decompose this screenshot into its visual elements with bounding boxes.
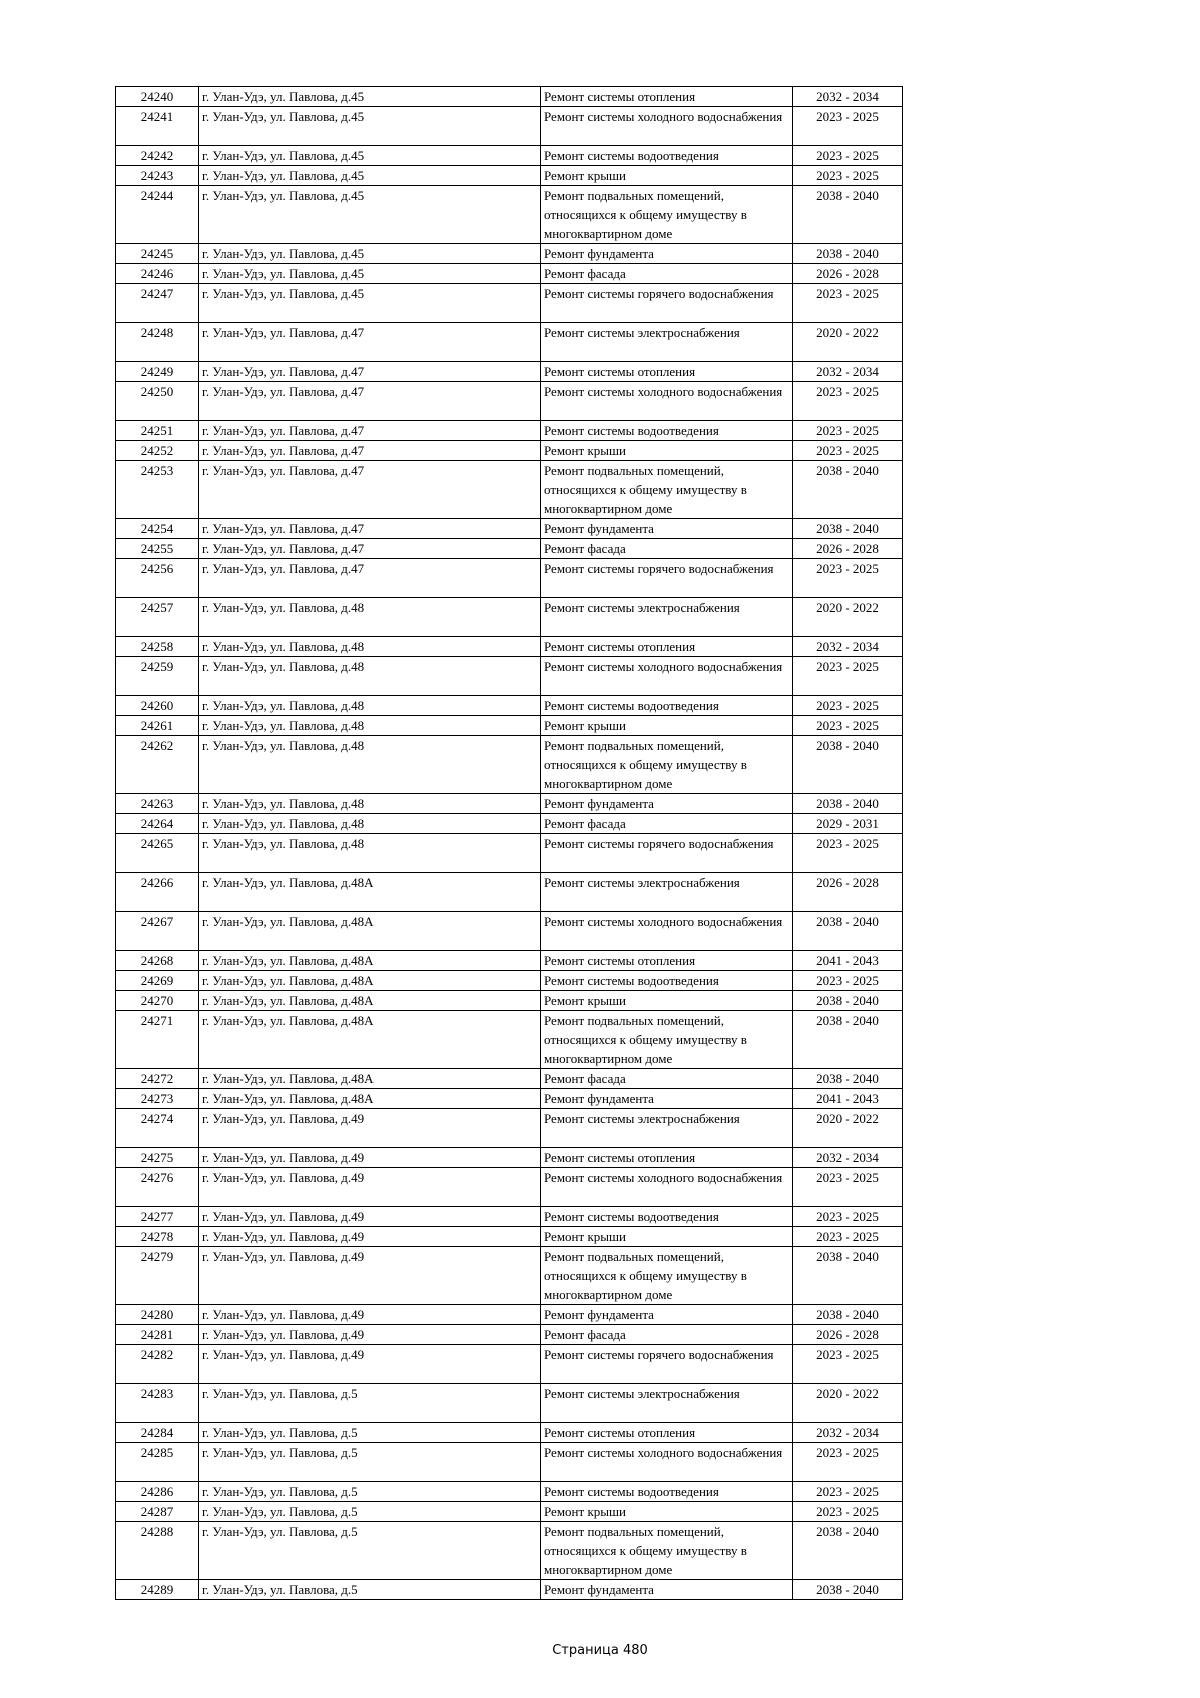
table-row	[116, 1247, 903, 1305]
address-cell: г. Улан-Удэ, ул. Павлова, д.49	[199, 1325, 541, 1345]
address-cell: г. Улан-Удэ, ул. Павлова, д.5	[199, 1423, 541, 1443]
table-row	[116, 323, 903, 362]
work-type-cell: Ремонт системы водоотведения	[541, 1207, 793, 1227]
table-row	[116, 284, 903, 323]
table-row	[116, 461, 903, 519]
row-number-cell: 24255	[116, 539, 199, 559]
table-row	[116, 657, 903, 696]
row-number-cell: 24256	[116, 559, 199, 598]
row-number-cell: 24254	[116, 519, 199, 539]
table-row	[116, 186, 903, 244]
row-number-cell: 24241	[116, 107, 199, 146]
row-number-cell: 24260	[116, 696, 199, 716]
row-number-cell: 24240	[116, 87, 199, 107]
address-cell: г. Улан-Удэ, ул. Павлова, д.48А	[199, 1069, 541, 1089]
work-type-cell: Ремонт системы холодного водоснабжения	[541, 1443, 793, 1482]
period-cell: 2038 - 2040	[793, 244, 903, 264]
work-type-cell: Ремонт системы холодного водоснабжения	[541, 107, 793, 146]
row-number-cell: 24248	[116, 323, 199, 362]
table-row	[116, 873, 903, 912]
page-number: Страница 480	[552, 1643, 648, 1658]
work-type-cell: Ремонт системы холодного водоснабжения	[541, 912, 793, 951]
period-cell: 2038 - 2040	[793, 186, 903, 244]
period-cell: 2026 - 2028	[793, 539, 903, 559]
work-type-cell: Ремонт подвальных помещений, относящихся к общему имуществу в многоквартирном доме	[541, 1522, 793, 1580]
period-cell: 2026 - 2028	[793, 264, 903, 284]
address-cell: г. Улан-Удэ, ул. Павлова, д.48	[199, 598, 541, 637]
address-cell: г. Улан-Удэ, ул. Павлова, д.49	[199, 1345, 541, 1384]
work-type-cell: Ремонт системы водоотведения	[541, 146, 793, 166]
period-cell: 2023 - 2025	[793, 166, 903, 186]
work-type-cell: Ремонт крыши	[541, 1502, 793, 1522]
row-number-cell: 24265	[116, 834, 199, 873]
address-cell: г. Улан-Удэ, ул. Павлова, д.48	[199, 696, 541, 716]
work-type-cell: Ремонт системы электроснабжения	[541, 598, 793, 637]
row-number-cell: 24242	[116, 146, 199, 166]
period-cell: 2020 - 2022	[793, 1109, 903, 1148]
work-type-cell: Ремонт системы отопления	[541, 1423, 793, 1443]
table-body	[116, 87, 903, 1600]
table-row	[116, 519, 903, 539]
work-type-cell: Ремонт фасада	[541, 539, 793, 559]
period-cell: 2032 - 2034	[793, 362, 903, 382]
address-cell: г. Улан-Удэ, ул. Павлова, д.48А	[199, 991, 541, 1011]
row-number-cell: 24269	[116, 971, 199, 991]
work-type-cell: Ремонт крыши	[541, 1227, 793, 1247]
work-type-cell: Ремонт подвальных помещений, относящихся к общему имуществу в многоквартирном доме	[541, 1011, 793, 1069]
table-row	[116, 1089, 903, 1109]
work-type-cell: Ремонт системы водоотведения	[541, 696, 793, 716]
period-cell: 2032 - 2034	[793, 1423, 903, 1443]
work-type-cell: Ремонт подвальных помещений, относящихся к общему имуществу в многоквартирном доме	[541, 1247, 793, 1305]
repair-schedule-table	[115, 86, 903, 1600]
period-cell: 2026 - 2028	[793, 1325, 903, 1345]
address-cell: г. Улан-Удэ, ул. Павлова, д.47	[199, 382, 541, 421]
work-type-cell: Ремонт подвальных помещений, относящихся к общему имуществу в многоквартирном доме	[541, 736, 793, 794]
work-type-cell: Ремонт системы отопления	[541, 1148, 793, 1168]
period-cell: 2038 - 2040	[793, 1069, 903, 1089]
period-cell: 2041 - 2043	[793, 1089, 903, 1109]
table-row	[116, 971, 903, 991]
table-row	[116, 1443, 903, 1482]
work-type-cell: Ремонт фасада	[541, 814, 793, 834]
table-row	[116, 1227, 903, 1247]
address-cell: г. Улан-Удэ, ул. Павлова, д.49	[199, 1305, 541, 1325]
address-cell: г. Улан-Удэ, ул. Павлова, д.49	[199, 1148, 541, 1168]
period-cell: 2032 - 2034	[793, 637, 903, 657]
table-row	[116, 1148, 903, 1168]
address-cell: г. Улан-Удэ, ул. Павлова, д.47	[199, 421, 541, 441]
row-number-cell: 24270	[116, 991, 199, 1011]
table-row	[116, 637, 903, 657]
address-cell: г. Улан-Удэ, ул. Павлова, д.47	[199, 441, 541, 461]
period-cell: 2023 - 2025	[793, 1345, 903, 1384]
table-row	[116, 1345, 903, 1384]
table-row	[116, 421, 903, 441]
work-type-cell: Ремонт крыши	[541, 166, 793, 186]
row-number-cell: 24288	[116, 1522, 199, 1580]
work-type-cell: Ремонт крыши	[541, 441, 793, 461]
work-type-cell: Ремонт системы отопления	[541, 87, 793, 107]
address-cell: г. Улан-Удэ, ул. Павлова, д.45	[199, 264, 541, 284]
address-cell: г. Улан-Удэ, ул. Павлова, д.48А	[199, 971, 541, 991]
work-type-cell: Ремонт фундамента	[541, 519, 793, 539]
table-row	[116, 1423, 903, 1443]
table-row	[116, 146, 903, 166]
table-row	[116, 1109, 903, 1148]
table-row	[116, 1384, 903, 1423]
table-row	[116, 814, 903, 834]
row-number-cell: 24261	[116, 716, 199, 736]
work-type-cell: Ремонт фундамента	[541, 1305, 793, 1325]
period-cell: 2023 - 2025	[793, 1207, 903, 1227]
table-row	[116, 87, 903, 107]
period-cell: 2029 - 2031	[793, 814, 903, 834]
row-number-cell: 24274	[116, 1109, 199, 1148]
address-cell: г. Улан-Удэ, ул. Павлова, д.49	[199, 1168, 541, 1207]
table-row	[116, 1011, 903, 1069]
address-cell: г. Улан-Удэ, ул. Павлова, д.49	[199, 1207, 541, 1227]
work-type-cell: Ремонт системы отопления	[541, 951, 793, 971]
period-cell: 2032 - 2034	[793, 1148, 903, 1168]
address-cell: г. Улан-Удэ, ул. Павлова, д.48	[199, 736, 541, 794]
address-cell: г. Улан-Удэ, ул. Павлова, д.45	[199, 284, 541, 323]
row-number-cell: 24283	[116, 1384, 199, 1423]
period-cell: 2038 - 2040	[793, 1247, 903, 1305]
table-row	[116, 951, 903, 971]
period-cell: 2023 - 2025	[793, 657, 903, 696]
address-cell: г. Улан-Удэ, ул. Павлова, д.45	[199, 166, 541, 186]
work-type-cell: Ремонт подвальных помещений, относящихся к общему имуществу в многоквартирном доме	[541, 461, 793, 519]
table-row	[116, 539, 903, 559]
period-cell: 2026 - 2028	[793, 873, 903, 912]
work-type-cell: Ремонт крыши	[541, 991, 793, 1011]
period-cell: 2038 - 2040	[793, 991, 903, 1011]
row-number-cell: 24284	[116, 1423, 199, 1443]
row-number-cell: 24286	[116, 1482, 199, 1502]
work-type-cell: Ремонт крыши	[541, 716, 793, 736]
work-type-cell: Ремонт системы водоотведения	[541, 971, 793, 991]
address-cell: г. Улан-Удэ, ул. Павлова, д.48	[199, 814, 541, 834]
row-number-cell: 24266	[116, 873, 199, 912]
address-cell: г. Улан-Удэ, ул. Павлова, д.45	[199, 87, 541, 107]
work-type-cell: Ремонт системы холодного водоснабжения	[541, 382, 793, 421]
period-cell: 2023 - 2025	[793, 1168, 903, 1207]
period-cell: 2023 - 2025	[793, 971, 903, 991]
period-cell: 2038 - 2040	[793, 1580, 903, 1600]
period-cell: 2023 - 2025	[793, 1227, 903, 1247]
row-number-cell: 24258	[116, 637, 199, 657]
address-cell: г. Улан-Удэ, ул. Павлова, д.48А	[199, 951, 541, 971]
period-cell: 2038 - 2040	[793, 519, 903, 539]
row-number-cell: 24282	[116, 1345, 199, 1384]
address-cell: г. Улан-Удэ, ул. Павлова, д.48А	[199, 912, 541, 951]
work-type-cell: Ремонт системы холодного водоснабжения	[541, 657, 793, 696]
row-number-cell: 24280	[116, 1305, 199, 1325]
address-cell: г. Улан-Удэ, ул. Павлова, д.45	[199, 107, 541, 146]
address-cell: г. Улан-Удэ, ул. Павлова, д.47	[199, 539, 541, 559]
row-number-cell: 24264	[116, 814, 199, 834]
row-number-cell: 24267	[116, 912, 199, 951]
table-row	[116, 598, 903, 637]
work-type-cell: Ремонт фасада	[541, 264, 793, 284]
table-row	[116, 736, 903, 794]
address-cell: г. Улан-Удэ, ул. Павлова, д.45	[199, 244, 541, 264]
table-row	[116, 912, 903, 951]
work-type-cell: Ремонт системы отопления	[541, 362, 793, 382]
period-cell: 2038 - 2040	[793, 461, 903, 519]
period-cell: 2041 - 2043	[793, 951, 903, 971]
address-cell: г. Улан-Удэ, ул. Павлова, д.5	[199, 1482, 541, 1502]
period-cell: 2023 - 2025	[793, 107, 903, 146]
period-cell: 2020 - 2022	[793, 323, 903, 362]
work-type-cell: Ремонт системы электроснабжения	[541, 1384, 793, 1423]
work-type-cell: Ремонт системы горячего водоснабжения	[541, 834, 793, 873]
row-number-cell: 24245	[116, 244, 199, 264]
table-row	[116, 244, 903, 264]
period-cell: 2020 - 2022	[793, 1384, 903, 1423]
row-number-cell: 24285	[116, 1443, 199, 1482]
work-type-cell: Ремонт системы горячего водоснабжения	[541, 559, 793, 598]
row-number-cell: 24257	[116, 598, 199, 637]
row-number-cell: 24287	[116, 1502, 199, 1522]
period-cell: 2023 - 2025	[793, 1482, 903, 1502]
address-cell: г. Улан-Удэ, ул. Павлова, д.48А	[199, 1011, 541, 1069]
work-type-cell: Ремонт системы водоотведения	[541, 421, 793, 441]
table-row	[116, 1522, 903, 1580]
address-cell: г. Улан-Удэ, ул. Павлова, д.48А	[199, 873, 541, 912]
period-cell: 2038 - 2040	[793, 736, 903, 794]
address-cell: г. Улан-Удэ, ул. Павлова, д.47	[199, 362, 541, 382]
period-cell: 2038 - 2040	[793, 794, 903, 814]
period-cell: 2023 - 2025	[793, 1443, 903, 1482]
table-row	[116, 794, 903, 814]
table-row	[116, 362, 903, 382]
table-row	[116, 441, 903, 461]
table-row	[116, 1482, 903, 1502]
table-row	[116, 166, 903, 186]
table-row	[116, 834, 903, 873]
row-number-cell: 24244	[116, 186, 199, 244]
work-type-cell: Ремонт системы электроснабжения	[541, 1109, 793, 1148]
work-type-cell: Ремонт фундамента	[541, 794, 793, 814]
address-cell: г. Улан-Удэ, ул. Павлова, д.5	[199, 1384, 541, 1423]
period-cell: 2023 - 2025	[793, 834, 903, 873]
row-number-cell: 24275	[116, 1148, 199, 1168]
address-cell: г. Улан-Удэ, ул. Павлова, д.47	[199, 519, 541, 539]
period-cell: 2020 - 2022	[793, 598, 903, 637]
address-cell: г. Улан-Удэ, ул. Павлова, д.48	[199, 794, 541, 814]
row-number-cell: 24247	[116, 284, 199, 323]
table-row	[116, 1502, 903, 1522]
period-cell: 2023 - 2025	[793, 441, 903, 461]
address-cell: г. Улан-Удэ, ул. Павлова, д.48	[199, 716, 541, 736]
period-cell: 2023 - 2025	[793, 421, 903, 441]
address-cell: г. Улан-Удэ, ул. Павлова, д.45	[199, 186, 541, 244]
row-number-cell: 24262	[116, 736, 199, 794]
work-type-cell: Ремонт системы холодного водоснабжения	[541, 1168, 793, 1207]
row-number-cell: 24273	[116, 1089, 199, 1109]
row-number-cell: 24272	[116, 1069, 199, 1089]
period-cell: 2023 - 2025	[793, 1502, 903, 1522]
period-cell: 2023 - 2025	[793, 146, 903, 166]
work-type-cell: Ремонт системы горячего водоснабжения	[541, 1345, 793, 1384]
row-number-cell: 24278	[116, 1227, 199, 1247]
period-cell: 2023 - 2025	[793, 559, 903, 598]
table-row	[116, 716, 903, 736]
period-cell: 2023 - 2025	[793, 284, 903, 323]
work-type-cell: Ремонт подвальных помещений, относящихся к общему имуществу в многоквартирном доме	[541, 186, 793, 244]
row-number-cell: 24249	[116, 362, 199, 382]
address-cell: г. Улан-Удэ, ул. Павлова, д.48	[199, 637, 541, 657]
table-row	[116, 559, 903, 598]
period-cell: 2023 - 2025	[793, 716, 903, 736]
address-cell: г. Улан-Удэ, ул. Павлова, д.48	[199, 834, 541, 873]
table-row	[116, 991, 903, 1011]
work-type-cell: Ремонт фундамента	[541, 1089, 793, 1109]
table-row	[116, 1207, 903, 1227]
row-number-cell: 24250	[116, 382, 199, 421]
period-cell: 2038 - 2040	[793, 1011, 903, 1069]
address-cell: г. Улан-Удэ, ул. Павлова, д.47	[199, 559, 541, 598]
address-cell: г. Улан-Удэ, ул. Павлова, д.49	[199, 1109, 541, 1148]
row-number-cell: 24271	[116, 1011, 199, 1069]
row-number-cell: 24252	[116, 441, 199, 461]
table-row	[116, 1580, 903, 1600]
address-cell: г. Улан-Удэ, ул. Павлова, д.5	[199, 1443, 541, 1482]
work-type-cell: Ремонт фасада	[541, 1325, 793, 1345]
row-number-cell: 24253	[116, 461, 199, 519]
work-type-cell: Ремонт системы электроснабжения	[541, 873, 793, 912]
row-number-cell: 24251	[116, 421, 199, 441]
row-number-cell: 24277	[116, 1207, 199, 1227]
address-cell: г. Улан-Удэ, ул. Павлова, д.47	[199, 323, 541, 362]
row-number-cell: 24259	[116, 657, 199, 696]
period-cell: 2023 - 2025	[793, 382, 903, 421]
period-cell: 2038 - 2040	[793, 912, 903, 951]
row-number-cell: 24246	[116, 264, 199, 284]
table-row	[116, 382, 903, 421]
work-type-cell: Ремонт системы отопления	[541, 637, 793, 657]
work-type-cell: Ремонт фундамента	[541, 1580, 793, 1600]
table-row	[116, 1168, 903, 1207]
row-number-cell: 24289	[116, 1580, 199, 1600]
row-number-cell: 24263	[116, 794, 199, 814]
work-type-cell: Ремонт фасада	[541, 1069, 793, 1089]
row-number-cell: 24281	[116, 1325, 199, 1345]
address-cell: г. Улан-Удэ, ул. Павлова, д.49	[199, 1247, 541, 1305]
address-cell: г. Улан-Удэ, ул. Павлова, д.48	[199, 657, 541, 696]
table-row	[116, 1325, 903, 1345]
table-row	[116, 107, 903, 146]
period-cell: 2038 - 2040	[793, 1522, 903, 1580]
address-cell: г. Улан-Удэ, ул. Павлова, д.47	[199, 461, 541, 519]
address-cell: г. Улан-Удэ, ул. Павлова, д.49	[199, 1227, 541, 1247]
work-type-cell: Ремонт системы водоотведения	[541, 1482, 793, 1502]
work-type-cell: Ремонт фундамента	[541, 244, 793, 264]
address-cell: г. Улан-Удэ, ул. Павлова, д.5	[199, 1502, 541, 1522]
row-number-cell: 24268	[116, 951, 199, 971]
table-row	[116, 696, 903, 716]
period-cell: 2038 - 2040	[793, 1305, 903, 1325]
row-number-cell: 24276	[116, 1168, 199, 1207]
table-row	[116, 264, 903, 284]
work-type-cell: Ремонт системы горячего водоснабжения	[541, 284, 793, 323]
address-cell: г. Улан-Удэ, ул. Павлова, д.45	[199, 146, 541, 166]
row-number-cell: 24279	[116, 1247, 199, 1305]
address-cell: г. Улан-Удэ, ул. Павлова, д.48А	[199, 1089, 541, 1109]
address-cell: г. Улан-Удэ, ул. Павлова, д.5	[199, 1522, 541, 1580]
address-cell: г. Улан-Удэ, ул. Павлова, д.5	[199, 1580, 541, 1600]
period-cell: 2032 - 2034	[793, 87, 903, 107]
row-number-cell: 24243	[116, 166, 199, 186]
period-cell: 2023 - 2025	[793, 696, 903, 716]
work-type-cell: Ремонт системы электроснабжения	[541, 323, 793, 362]
table-row	[116, 1069, 903, 1089]
table-row	[116, 1305, 903, 1325]
